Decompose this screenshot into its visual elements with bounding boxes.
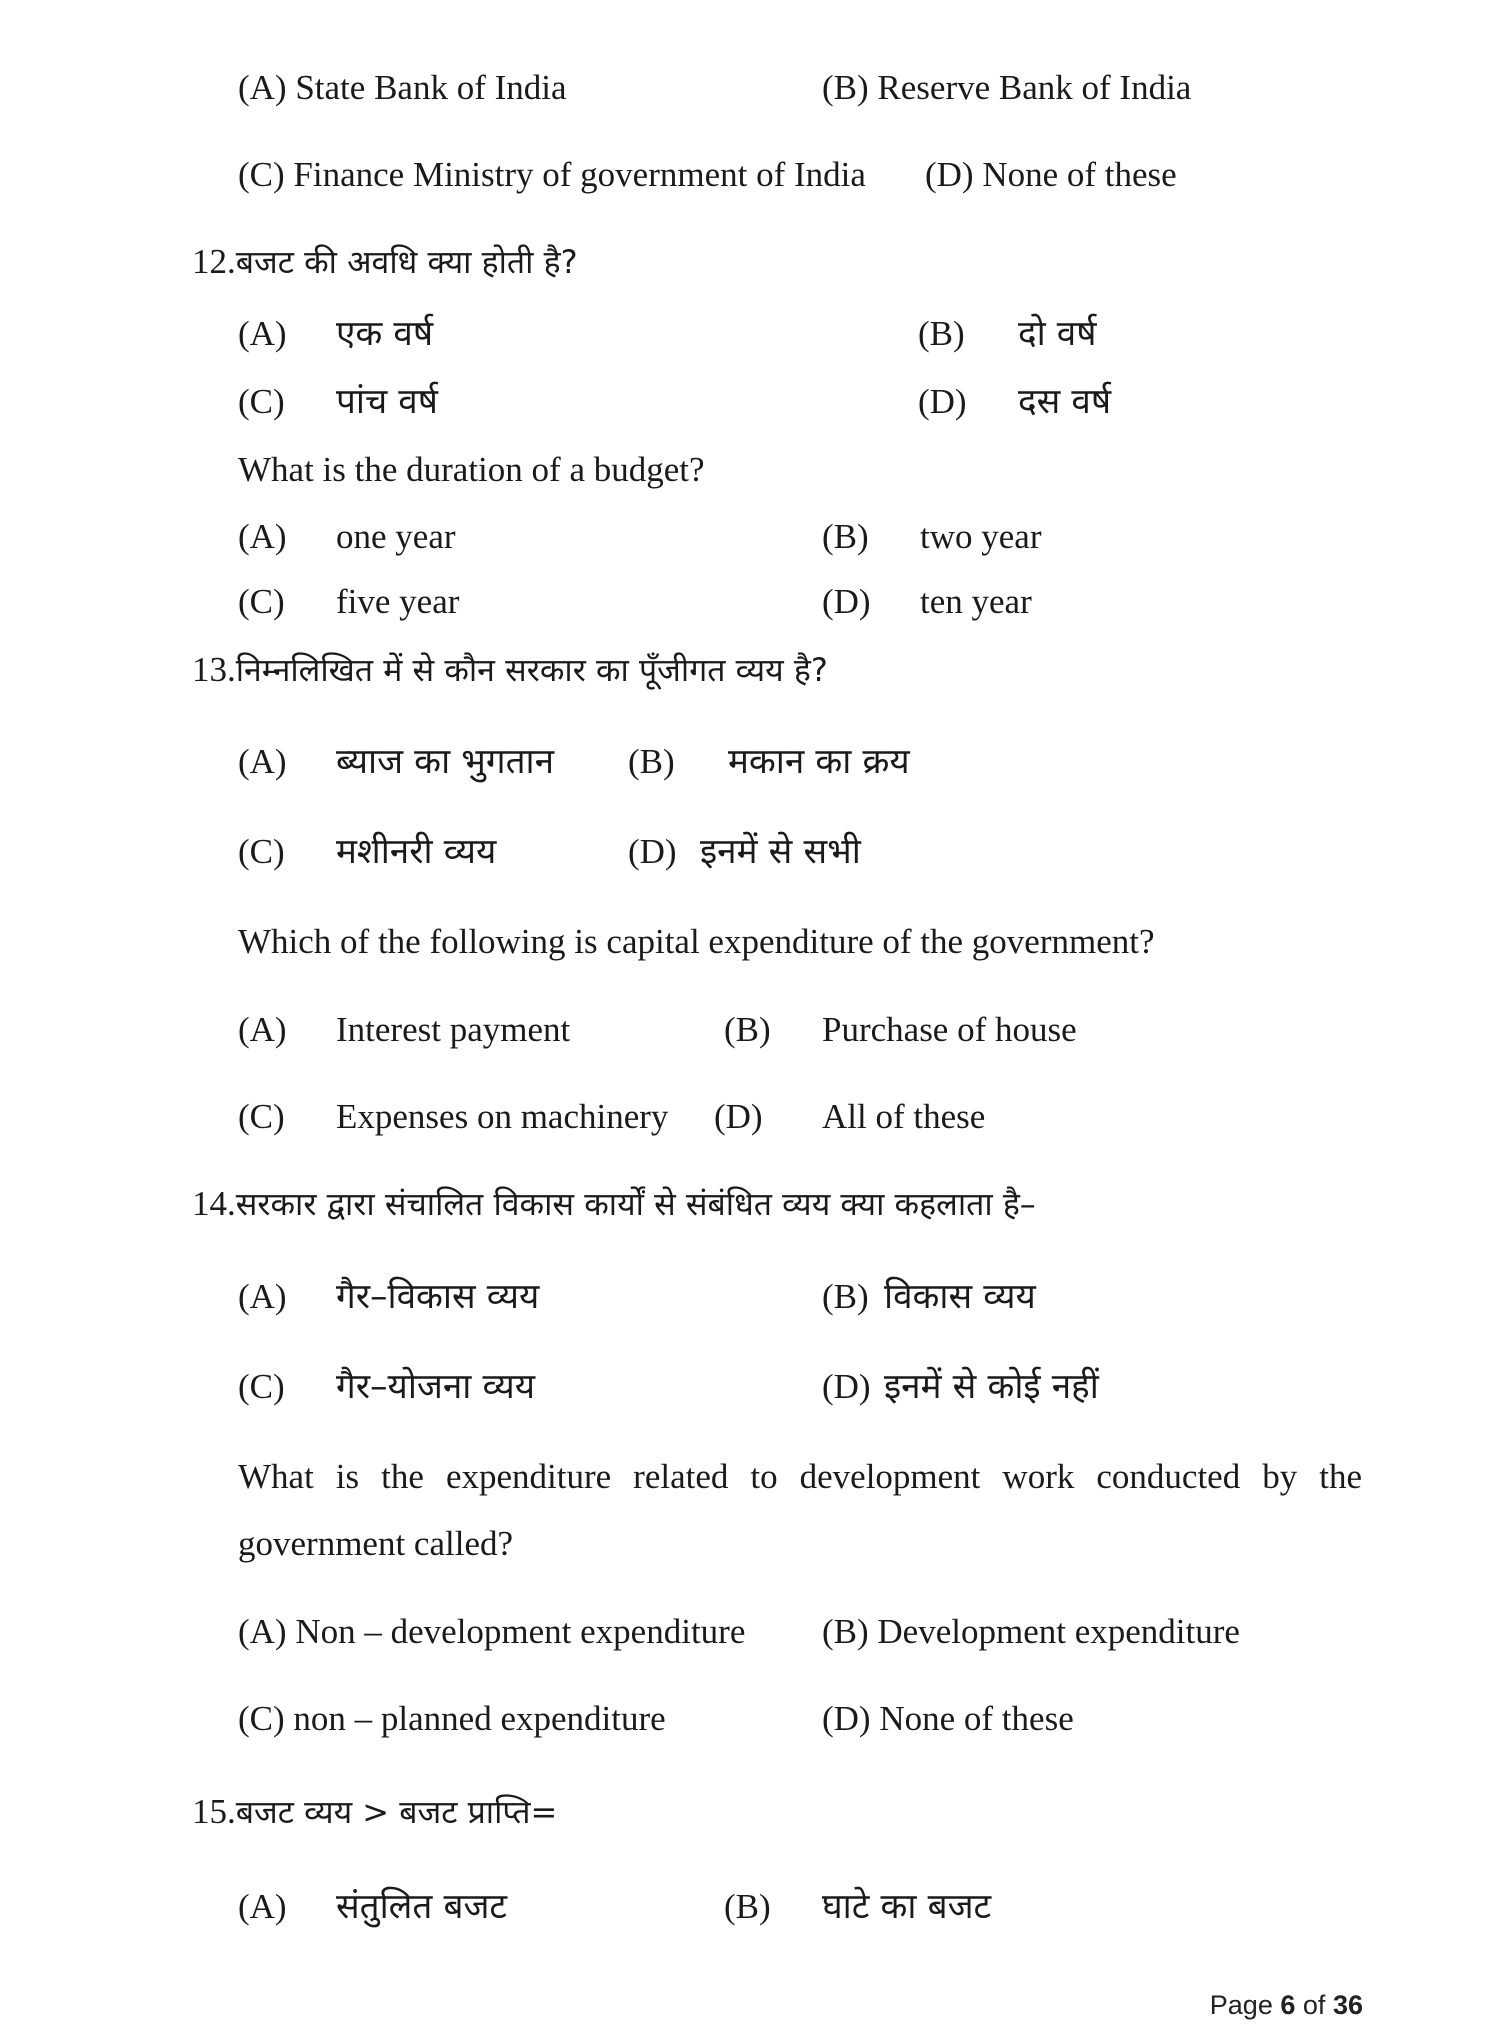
q14-question-english-line1: What is the expenditure related to development work conducted by the [238, 1457, 1362, 1496]
q13-hi-option-c-label: (C) [238, 832, 285, 871]
q12-hi-option-c-text: पांच वर्ष [336, 382, 438, 422]
q12-question-hindi [192, 240, 578, 284]
q15-question-hindi [192, 1790, 557, 1834]
q12-hi-option-d-text: दस वर्ष [1018, 382, 1112, 422]
q13-hi-option-c-text: मशीनरी व्यय [336, 832, 497, 872]
q13-hi-option-b-text: मकान का क्रय [728, 742, 910, 782]
q13-en-option-c-text: Expenses on machinery [336, 1097, 669, 1136]
q14-number: 14. [192, 1184, 236, 1223]
q12-en-option-a-text: one year [336, 517, 456, 556]
q13-hi-option-a-label: (A) [238, 742, 287, 781]
q13-en-option-d-text: All of these [822, 1097, 986, 1136]
q14-hi-option-a-text: गैर–विकास व्यय [336, 1277, 540, 1317]
q13-en-option-a-label: (A) [238, 1010, 287, 1049]
q15-hi-option-b-text: घाटे का बजट [822, 1887, 992, 1927]
q13-question-english: Which of the following is capital expenditure of the government? [238, 922, 1155, 961]
q13-hi-option-a-text: ब्याज का भुगतान [336, 742, 555, 782]
q12-en-option-c-text: five year [336, 582, 460, 621]
q12-hi-option-d-label: (D) [918, 382, 967, 421]
q12-hi-option-b-text: दो वर्ष [1018, 314, 1097, 354]
q14-en-option-b [822, 1610, 1240, 1654]
q13-en-option-a-text: Interest payment [336, 1010, 571, 1049]
q11-option-b: (B) Reserve Bank of India [822, 68, 1192, 107]
q12-en-option-c-label: (C) [238, 582, 285, 621]
q13-number: 13. [192, 650, 236, 689]
q13-question-hindi-text: निम्नलिखित में से कौन सरकार का पूँजीगत व्यय है? [235, 651, 828, 689]
q15-question-hindi-text: बजट व्यय > बजट प्राप्ति= [235, 1793, 558, 1831]
q12-en-option-a-label: (A) [238, 517, 287, 556]
q14-en-option-c [238, 1697, 666, 1741]
q11-option-d: (D) None of these [925, 155, 1177, 194]
q12-question-english: What is the duration of a budget? [238, 450, 705, 489]
q12-en-option-b-label: (B) [822, 517, 869, 556]
q14-hi-option-b-text: विकास व्यय [884, 1277, 1036, 1317]
q13-hi-option-d-label: (D) [628, 832, 677, 871]
q14-en-option-d-label: (D) [822, 1699, 871, 1738]
q13-hi-option-d-text: इनमें से सभी [700, 832, 861, 872]
q12-en-option-d-label: (D) [822, 582, 871, 621]
q14-en-option-a [238, 1610, 745, 1654]
q14-en-option-b-text: Development expenditure [877, 1612, 1240, 1651]
q12-en-option-b-text: two year [920, 517, 1042, 556]
page-footer [1210, 1988, 1363, 2022]
q14-hi-option-c-text: गैर–योजना व्यय [336, 1367, 536, 1407]
q11-option-a: (A) State Bank of India [238, 68, 567, 107]
footer-current-page: 6 [1280, 1990, 1296, 2020]
q11-option-c: (C) Finance Ministry of government of India [238, 155, 866, 194]
q14-en-option-c-label: (C) [238, 1699, 285, 1738]
q14-en-option-d [822, 1697, 1074, 1741]
q15-number: 15. [192, 1792, 236, 1831]
q14-en-option-b-label: (B) [822, 1612, 869, 1651]
q12-hi-option-a-label: (A) [238, 314, 287, 353]
q14-en-option-a-text: Non – development expenditure [295, 1612, 746, 1651]
q14-question-hindi [192, 1182, 1036, 1226]
q12-number: 12. [192, 242, 236, 281]
q14-question-english-line2: government called? [238, 1524, 514, 1563]
q14-hi-option-c-label: (C) [238, 1367, 285, 1406]
q12-en-option-d-text: ten year [920, 582, 1032, 621]
q13-en-option-b-text: Purchase of house [822, 1010, 1077, 1049]
q14-hi-option-d-text: इनमें से कोई नहीं [884, 1367, 1099, 1407]
q15-hi-option-a-text: संतुलित बजट [336, 1887, 508, 1927]
q14-hi-option-b-label: (B) [822, 1277, 869, 1316]
q15-hi-option-b-label: (B) [724, 1887, 771, 1926]
q13-question-hindi [192, 648, 828, 692]
q14-hi-option-d-label: (D) [822, 1367, 871, 1406]
q13-en-option-d-label: (D) [714, 1097, 763, 1136]
q13-hi-option-b-label: (B) [628, 742, 675, 781]
footer-of-word: of [1302, 1990, 1326, 2020]
q14-en-option-d-text: None of these [879, 1699, 1074, 1738]
q15-hi-option-a-label: (A) [238, 1887, 287, 1926]
q12-hi-option-a-text: एक वर्ष [336, 314, 434, 354]
q13-en-option-b-label: (B) [724, 1010, 771, 1049]
q14-hi-option-a-label: (A) [238, 1277, 287, 1316]
q12-hi-option-b-label: (B) [918, 314, 965, 353]
q14-en-option-a-label: (A) [238, 1612, 287, 1651]
q14-question-hindi-text: सरकार द्वारा संचालित विकास कार्यों से संबंधित व्यय क्या कहलाता है– [235, 1185, 1036, 1223]
q14-en-option-c-text: non – planned expenditure [293, 1699, 666, 1738]
q13-en-option-c-label: (C) [238, 1097, 285, 1136]
footer-page-word: Page [1209, 1990, 1273, 2020]
q12-hi-option-c-label: (C) [238, 382, 285, 421]
footer-total-pages: 36 [1332, 1990, 1363, 2020]
q12-question-hindi-text: बजट की अवधि क्या होती है? [235, 243, 578, 281]
